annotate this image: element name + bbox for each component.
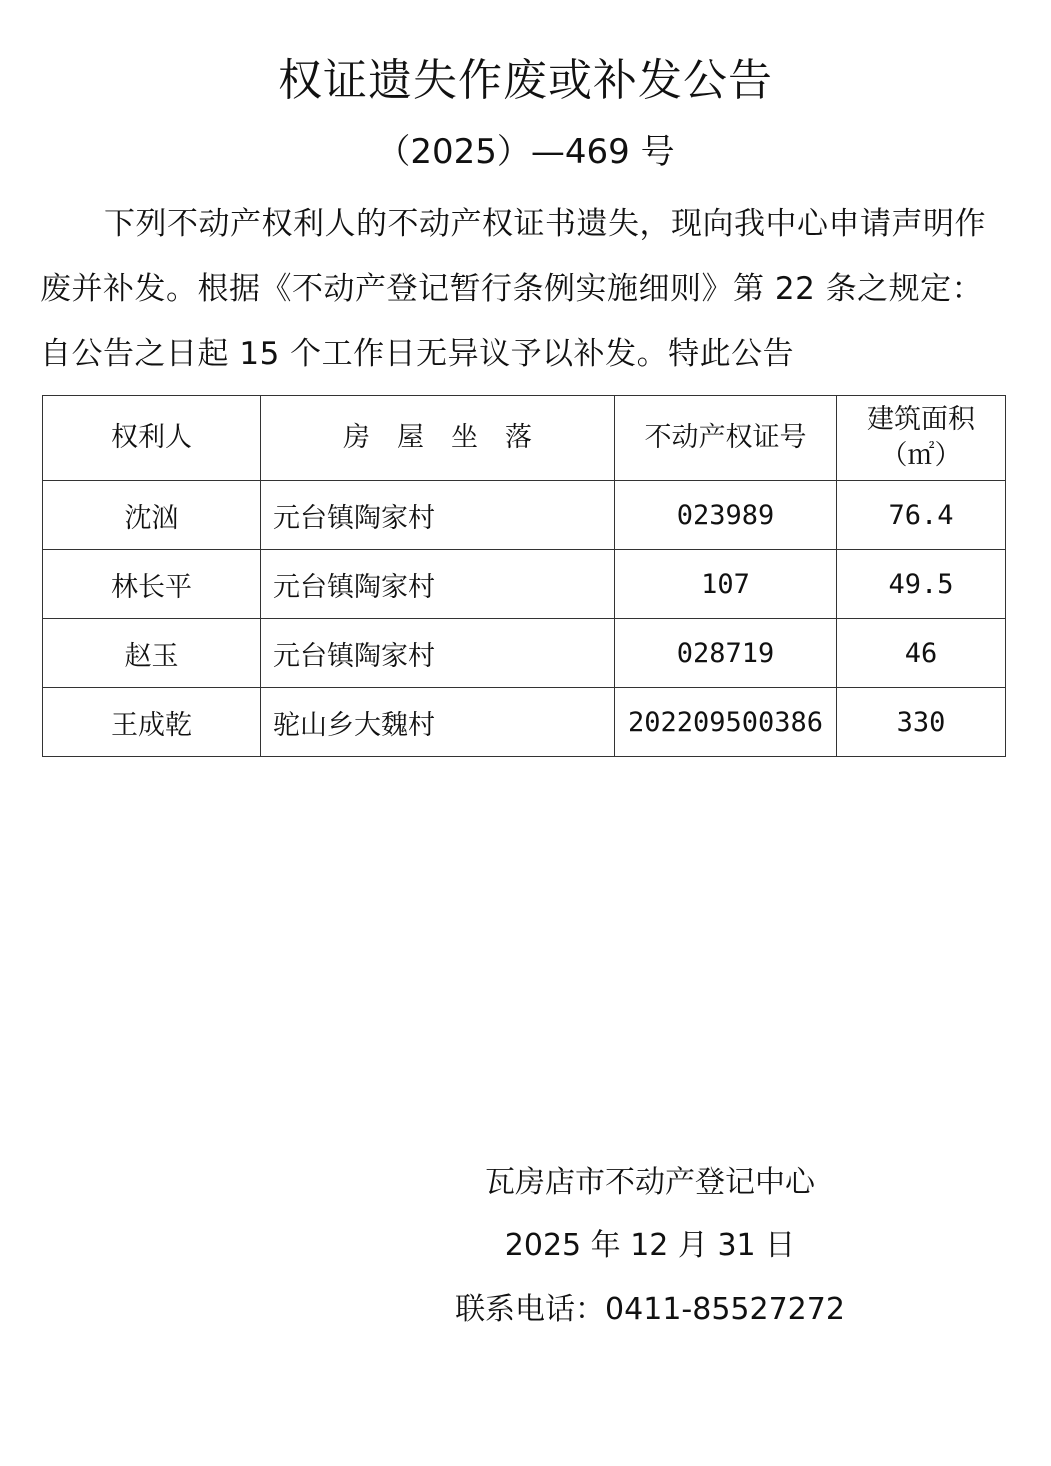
table-header-row (43, 396, 1006, 481)
cell-owner: 王成乾 (43, 688, 261, 757)
cell-location: 元台镇陶家村 (261, 619, 615, 688)
table-row (43, 688, 1006, 757)
notice-body: 下列不动产权利人的不动产权证书遗失，现向我中心申请声明作废并补发。根据《不动产登记暂行条例实施细则》第 22 条之规定：自公告之日起 15 个工作日无异议予以补发。特此公告 (40, 206, 986, 372)
table-row (43, 481, 1006, 550)
cell-certificate: 107 (615, 550, 837, 619)
cell-certificate: 028719 (615, 619, 837, 688)
notice-number: （2025）—469 号 (376, 132, 675, 172)
header-certificate: 不动产权证号 (615, 396, 837, 481)
cell-area: 330 (837, 688, 1006, 757)
cell-location: 元台镇陶家村 (261, 481, 615, 550)
header-area-line2: （㎡） (880, 440, 962, 471)
cell-owner: 林长平 (43, 550, 261, 619)
cell-area: 46 (837, 619, 1006, 688)
cell-area: 76.4 (837, 481, 1006, 550)
header-owner: 权利人 (43, 396, 261, 481)
cell-owner: 沈汹 (43, 481, 261, 550)
cell-location: 驼山乡大魏村 (261, 688, 615, 757)
cell-certificate: 202209500386 (615, 688, 837, 757)
table-row (43, 619, 1006, 688)
header-area (837, 396, 1006, 481)
page-title: 权证遗失作废或补发公告 (278, 55, 773, 106)
issuer-name: 瓦房店市不动产登记中心 (485, 1165, 815, 1200)
cell-location: 元台镇陶家村 (261, 550, 615, 619)
cell-certificate: 023989 (615, 481, 837, 550)
cell-owner: 赵玉 (43, 619, 261, 688)
issue-date: 2025 年 12 月 31 日 (504, 1228, 796, 1263)
contact-phone: 联系电话：0411-85527272 (455, 1292, 845, 1327)
records-table (42, 395, 1006, 757)
header-area-line1: 建筑面积 (867, 404, 975, 435)
header-location: 房 屋 坐 落 (261, 396, 615, 481)
cell-area: 49.5 (837, 550, 1006, 619)
table-row (43, 550, 1006, 619)
